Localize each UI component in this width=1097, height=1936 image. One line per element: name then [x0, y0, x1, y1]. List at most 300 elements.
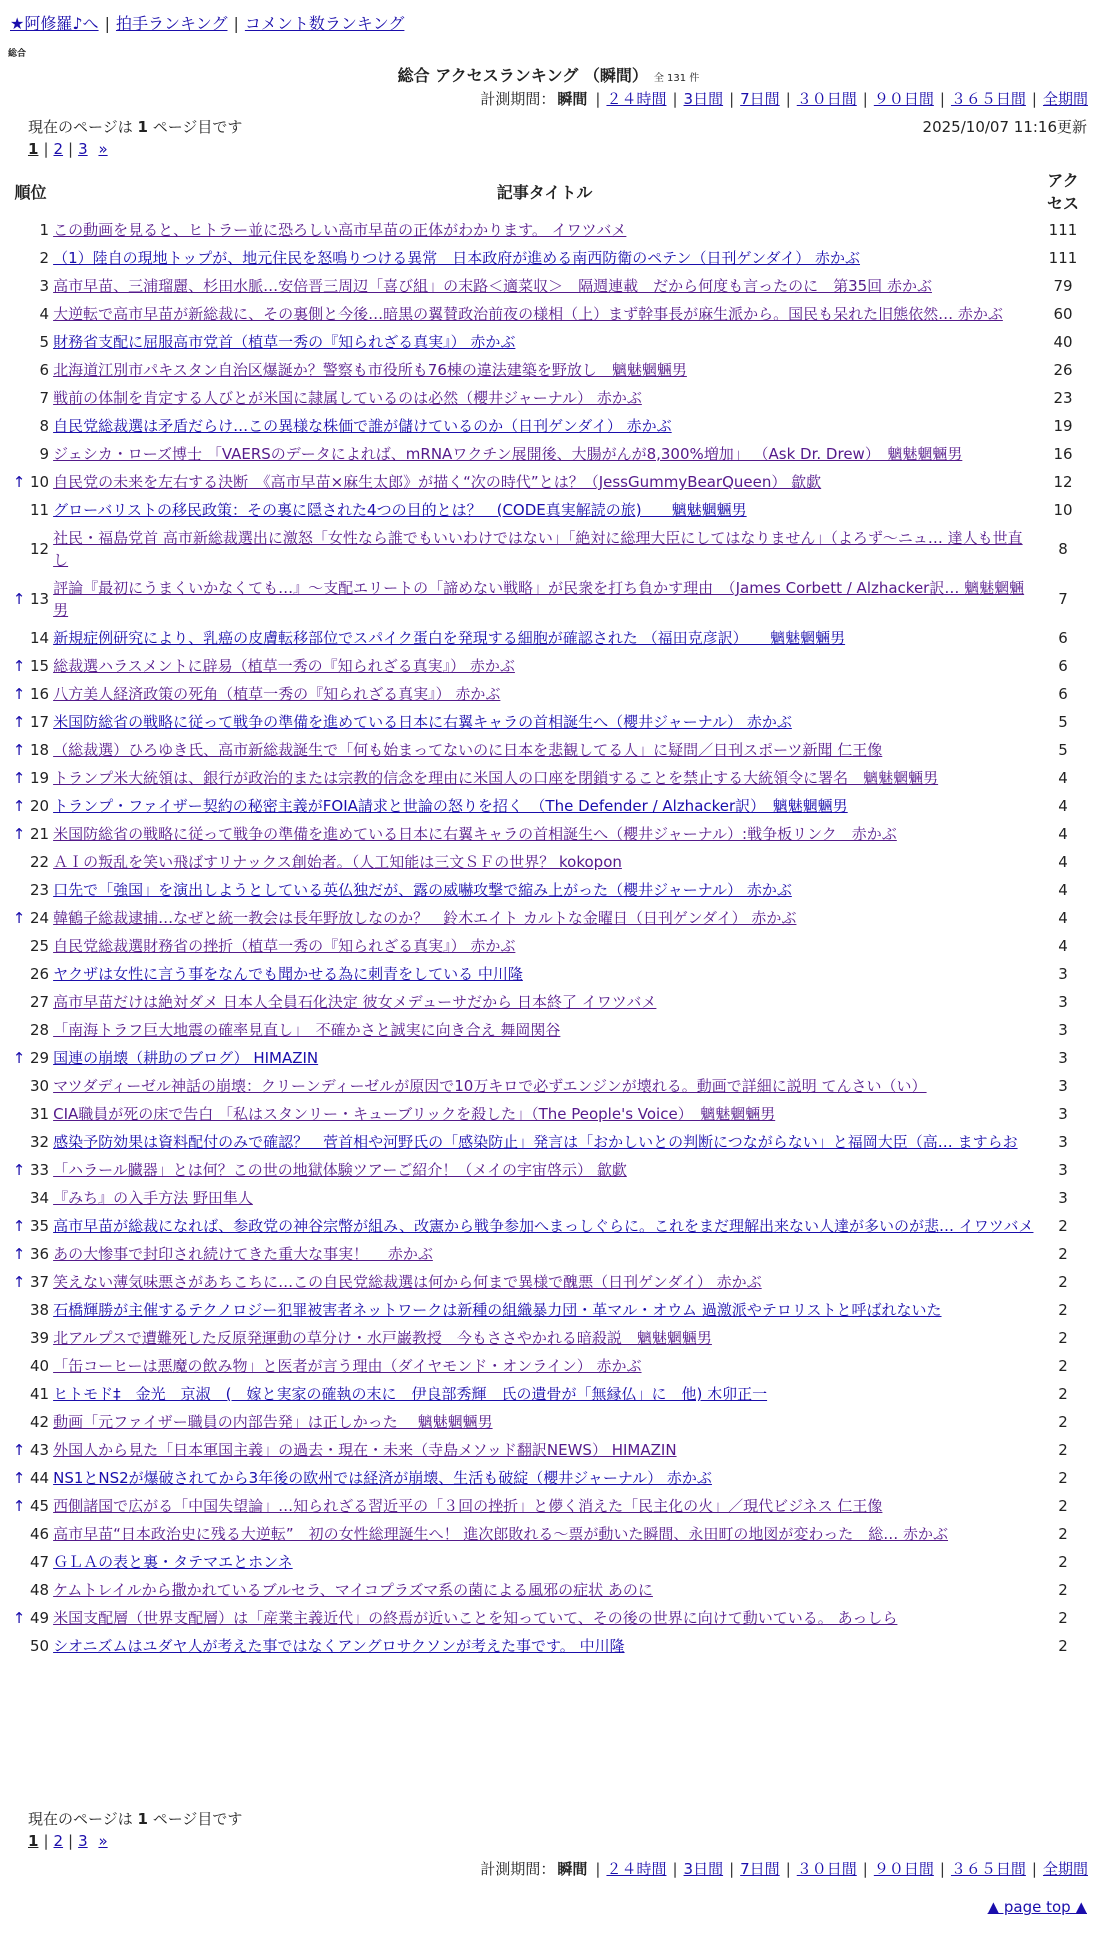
access-count: 40 [1053, 333, 1073, 351]
table-row [10, 1212, 1088, 1240]
access-count: 2 [1058, 1441, 1068, 1459]
access-count: 8 [1058, 540, 1068, 558]
article-link[interactable]: この動画を見ると、ヒトラー並に恐ろしい高市早苗の正体がわかります。 イワツバメ [53, 221, 627, 239]
table-row [10, 1016, 1088, 1044]
period-link-all[interactable]: 全期間 [1042, 1860, 1088, 1878]
rank-number: 2 [39, 249, 50, 267]
title-cell [51, 1016, 1038, 1044]
table-row [10, 1352, 1088, 1380]
page-info-num: 1 [137, 1810, 148, 1828]
access-count: 4 [1058, 797, 1068, 815]
article-link[interactable]: 自民党総裁選は矛盾だらけ…この異様な株価で誰が儲けているのか（日刊ゲンダイ） 赤かぶ [53, 417, 672, 435]
table-row [10, 384, 1088, 412]
article-link[interactable]: 米国支配層（世界支配層）は「産業主義近代」の終焉が近いことを知っていて、その後の世界に向けて動いている。 あっしら [53, 1609, 898, 1627]
access-count: 2 [1058, 1637, 1068, 1655]
access-count: 5 [1058, 741, 1068, 759]
rank-number: 37 [30, 1273, 50, 1291]
article-link[interactable]: 戦前の体制を肯定する人びとが米国に隷属しているのは必然（櫻井ジャーナル） 赤かぶ [53, 389, 642, 407]
pager-bottom: 1 | 2 | 3 » [28, 1832, 108, 1850]
rank-number: 26 [30, 965, 50, 983]
rank-up-icon: ↑ [12, 1273, 26, 1291]
table-row [10, 624, 1088, 652]
comment-ranking-link[interactable]: コメント数ランキング [244, 14, 405, 33]
rank-up-icon [10, 384, 28, 412]
rank-up-icon: ↑ [12, 657, 26, 675]
title-cell [51, 1380, 1038, 1408]
separator: | [233, 14, 239, 33]
title-cell [51, 652, 1038, 680]
article-link[interactable]: ヒトモド‡ 金光 京淑 ( 嫁と実家の確執の末に 伊良部秀輝 氏の遺骨が「無縁仏」に 他) 木卯正一 [53, 1385, 768, 1403]
article-link[interactable]: 自民党総裁選財務省の挫折（植草一秀の『知られざる真実』） 赤かぶ [53, 937, 516, 955]
access-count: 2 [1058, 1553, 1068, 1571]
title-cell [51, 1408, 1038, 1436]
clap-ranking-link[interactable]: 拍手ランキング [115, 14, 228, 33]
title-cell [51, 904, 1038, 932]
period-link-7d[interactable]: 7日間 [740, 1860, 780, 1878]
rank-up-icon [10, 328, 28, 356]
rank-number: 13 [30, 590, 50, 608]
title-cell [51, 1184, 1038, 1212]
access-count: 60 [1053, 305, 1073, 323]
rank-number: 47 [30, 1553, 50, 1571]
title-cell [51, 216, 1038, 244]
rank-up-icon [10, 624, 28, 652]
rank-up-icon: ↑ [12, 825, 26, 843]
rank-number: 16 [30, 685, 50, 703]
rank-number: 38 [30, 1301, 50, 1319]
rank-number: 9 [39, 445, 50, 463]
period-link-3d[interactable]: 3日間 [683, 1860, 724, 1878]
period-label: 計測期間： [480, 90, 556, 108]
table-row [10, 1576, 1088, 1604]
table-row [10, 932, 1088, 960]
table-row [10, 1324, 1088, 1352]
article-link[interactable]: 国連の崩壊（耕助のブログ） HIMAZIN [53, 1049, 319, 1067]
table-row [10, 328, 1088, 356]
period-current: 瞬間 [557, 1860, 588, 1878]
total-count: 全 131 件 [653, 73, 700, 84]
access-count: 2 [1058, 1385, 1068, 1403]
article-link[interactable]: マツダディーゼル神話の崩壊：クリーンディーゼルが原因で10万キロで必ずエンジンが壊れる。動画で詳細に説明 てんさい（い） [53, 1077, 927, 1095]
article-link[interactable]: 口先で「強国」を演出しようとしている英仏独だが、露の威嚇攻撃で縮み上がった（櫻井ジャーナル） 赤かぶ [53, 881, 792, 899]
table-row [10, 1548, 1088, 1576]
article-link[interactable]: 「ハラール臓器」とは何？この世の地獄体験ツアーご紹介！（メイの宇宙啓示） 歙歔 [53, 1161, 627, 1179]
rank-up-icon [10, 988, 28, 1016]
access-count: 2 [1058, 1217, 1068, 1235]
title-cell [51, 300, 1038, 328]
period-link-7d[interactable]: 7日間 [740, 90, 780, 108]
rank-up-icon [10, 1408, 28, 1436]
table-row [10, 988, 1088, 1016]
rank-up-icon [10, 1576, 28, 1604]
title-cell [51, 1100, 1038, 1128]
article-link[interactable]: トランプ米大統領は、銀行が政治的または宗教的信念を理由に米国人の口座を閉鎖することを禁止する大統領令に署名 魑魅魍魎男 [53, 769, 939, 787]
article-link[interactable]: 韓鶴子総裁逮捕…なぜと統一教会は長年野放しなのか？ 鈴木エイト カルトな金曜日（日刊ゲンダイ） 赤かぶ [53, 909, 797, 927]
article-link[interactable]: 高市早苗だけは絶対ダメ 日本人全員石化決定 彼女メデューサだから 日本終了 イワツバメ [53, 993, 657, 1011]
access-count: 4 [1058, 769, 1068, 787]
period-nav-top: 計測期間： 瞬間 | ２４時間 | 3日間 | 7日間 | ３０日間 | ９０日間 | ３６５日間 | 全期間 [480, 90, 1088, 108]
access-count: 16 [1053, 445, 1073, 463]
period-link-30d[interactable]: ３０日間 [796, 90, 857, 108]
title-cell [51, 1072, 1038, 1100]
access-count: 6 [1058, 629, 1068, 647]
table-row [10, 1464, 1088, 1492]
article-link[interactable]: 『みち』の入手方法 野田隼人 [53, 1189, 253, 1207]
access-count: 2 [1058, 1581, 1068, 1599]
top-nav [10, 11, 404, 34]
table-row [10, 1604, 1088, 1632]
pager-next[interactable]: » [98, 1832, 108, 1850]
article-link[interactable]: ＧＬＡの表と裏・タテマエとホンネ [53, 1553, 293, 1571]
article-link[interactable]: グローバリストの移民政策：その裏に隠された4つの目的とは？ (CODE真実解読の旅) 魑魅魍魎男 [53, 501, 747, 519]
table-row [10, 652, 1088, 680]
pager-top: 1 | 2 | 3 » [28, 140, 108, 158]
rank-up-icon: ↑ [12, 1441, 26, 1459]
period-link-365d[interactable]: ３６５日間 [950, 90, 1026, 108]
table-row [10, 574, 1088, 624]
access-header: アクセス [1046, 171, 1079, 213]
access-count: 6 [1058, 657, 1068, 675]
rank-up-icon [10, 1296, 28, 1324]
access-count: 111 [1048, 221, 1078, 239]
rank-number: 30 [30, 1077, 50, 1095]
title-cell [51, 1324, 1038, 1352]
table-row [10, 300, 1088, 328]
access-count: 2 [1058, 1273, 1068, 1291]
rank-number: 40 [30, 1357, 50, 1375]
article-link[interactable]: 社民・福島党首 高市新総裁選出に激怒「女性なら誰でもいいわけではない」「絶対に総理大臣にしてはなりません」（よろず〜ニュ… 達人も世直し [53, 529, 1023, 569]
title-cell [51, 848, 1038, 876]
rank-number: 14 [30, 629, 50, 647]
access-count: 19 [1053, 417, 1073, 435]
rank-number: 32 [30, 1133, 50, 1151]
article-link[interactable]: 動画「元ファイザー職員の内部告発」は正しかった 魑魅魍魎男 [53, 1413, 493, 1431]
table-row [10, 1184, 1088, 1212]
table-row [10, 820, 1088, 848]
rank-up-icon [10, 1324, 28, 1352]
title-cell [51, 1632, 1038, 1660]
article-link[interactable]: 米国防総省の戦略に従って戦争の準備を進めている日本に右翼キャラの首相誕生へ（櫻井ジャーナル）:戦争板リンク 赤かぶ [53, 825, 897, 843]
rank-up-icon [10, 1632, 28, 1660]
table-row [10, 960, 1088, 988]
page-info-prefix: 現在のページは [28, 118, 133, 136]
table-row [10, 708, 1088, 736]
access-count: 79 [1053, 277, 1073, 295]
rank-up-icon [10, 244, 28, 272]
access-count: 3 [1058, 1133, 1068, 1151]
table-header-row [10, 166, 1088, 216]
rank-number: 3 [39, 277, 50, 295]
rank-up-icon: ↑ [12, 1469, 26, 1487]
article-link[interactable]: 高市早苗、三浦瑠麗、杉田水脈…安倍晋三周辺「喜び組」の末路＜適菜収＞ 隔週連載 だから何度も言ったのに 第35回 赤かぶ [53, 277, 932, 295]
article-link[interactable]: あの大惨事で封印され続けてきた重大な事実！ 赤かぶ [53, 1245, 433, 1263]
article-link[interactable]: 北海道江別市パキスタン自治区爆誕か？警察も市役所も76棟の違法建築を野放し 魑魅魍魎男 [53, 361, 687, 379]
rank-number: 41 [30, 1385, 50, 1403]
rank-up-icon [10, 412, 28, 440]
rank-number: 10 [30, 473, 50, 491]
title-cell [51, 468, 1038, 496]
table-row [10, 1100, 1088, 1128]
access-count: 6 [1058, 685, 1068, 703]
access-count: 10 [1053, 501, 1073, 519]
period-link-24h[interactable]: ２４時間 [606, 90, 667, 108]
rank-up-icon: ↑ [12, 1609, 26, 1627]
rank-number: 33 [30, 1161, 50, 1179]
article-link[interactable]: （1）陸自の現地トップが、地元住民を怒鳴りつける異常 日本政府が進める南西防衛のペテン（日刊ゲンダイ） 赤かぶ [53, 249, 861, 267]
title-cell [51, 960, 1038, 988]
article-link[interactable]: ヤクザは女性に言う事をなんでも聞かせる為に刺青をしている 中川隆 [53, 965, 523, 983]
title-cell [51, 876, 1038, 904]
table-row [10, 440, 1088, 468]
access-count: 111 [1048, 249, 1078, 267]
access-count: 4 [1058, 909, 1068, 927]
rank-number: 23 [30, 881, 50, 899]
rank-up-icon [10, 1184, 28, 1212]
page-info-top [28, 116, 242, 137]
table-row [10, 848, 1088, 876]
table-row [10, 1240, 1088, 1268]
period-link-3d[interactable]: 3日間 [683, 90, 724, 108]
title-cell [51, 1128, 1038, 1156]
access-count: 4 [1058, 937, 1068, 955]
table-row [10, 1128, 1088, 1156]
rank-up-icon [10, 1072, 28, 1100]
title-cell [51, 1576, 1038, 1604]
title-cell [51, 244, 1038, 272]
access-count: 2 [1058, 1329, 1068, 1347]
page-info-suffix: ページ目です [152, 118, 243, 136]
access-count: 2 [1058, 1413, 1068, 1431]
title-cell [51, 624, 1038, 652]
article-link[interactable]: 笑えない薄気味悪さがあちこちに…この自民党総裁選は何から何まで異様で醜悪（日刊ゲンダイ） 赤かぶ [53, 1273, 762, 1291]
title-cell [51, 1212, 1038, 1240]
article-link[interactable]: 西側諸国で広がる「中国失望論」…知られざる習近平の「３回の挫折」と儚く消えた「民主化の火」／現代ビジネス 仁王像 [53, 1497, 883, 1515]
rank-number: 39 [30, 1329, 50, 1347]
title-cell [51, 988, 1038, 1016]
rank-number: 49 [30, 1609, 50, 1627]
access-count: 2 [1058, 1497, 1068, 1515]
table-row [10, 876, 1088, 904]
article-link[interactable]: 「缶コーヒーは悪魔の飲み物」と医者が言う理由（ダイヤモンド・オンライン） 赤かぶ [53, 1357, 642, 1375]
rank-up-icon: ↑ [12, 909, 26, 927]
ranking-table [10, 166, 1088, 1660]
period-link-24h[interactable]: ２４時間 [606, 1860, 667, 1878]
rank-number: 4 [39, 305, 50, 323]
rank-number: 17 [30, 713, 50, 731]
article-link[interactable]: 新規症例研究により、乳癌の皮膚転移部位でスパイク蛋白を発現する細胞が確認された （福田克彦訳） 魑魅魍魎男 [53, 629, 846, 647]
period-label: 計測期間： [480, 1860, 556, 1878]
table-row [10, 1380, 1088, 1408]
article-link[interactable]: NS1とNS2が爆破されてから3年後の欧州では経済が崩壊、生活も破綻（櫻井ジャーナル） 赤かぶ [53, 1469, 712, 1487]
article-link[interactable]: ケムトレイルから撒かれているブルセラ、マイコプラズマ系の菌による風邪の症状 あのに [53, 1581, 653, 1599]
separator: | [104, 14, 110, 33]
access-count: 12 [1053, 473, 1073, 491]
table-row [10, 216, 1088, 244]
table-row [10, 1072, 1088, 1100]
rank-up-icon: ↑ [12, 473, 26, 491]
rank-up-icon [10, 1352, 28, 1380]
page-info-bottom [28, 1808, 242, 1829]
rank-up-icon: ↑ [12, 1161, 26, 1179]
article-link[interactable]: 外国人から見た「日本軍国主義」の過去・現在・未来（寺島メソッド翻訳NEWS） HIMAZIN [53, 1441, 677, 1459]
pager-current: 1 [28, 140, 39, 158]
rank-number: 22 [30, 853, 50, 871]
article-link[interactable]: 財務省支配に屈服高市党首（植草一秀の『知られざる真実』） 赤かぶ [53, 333, 516, 351]
table-row [10, 524, 1088, 574]
table-row [10, 356, 1088, 384]
title-cell [51, 932, 1038, 960]
article-link[interactable]: 総裁選ハラスメントに辟易（植草一秀の『知られざる真実』） 赤かぶ [53, 657, 515, 675]
rank-up-icon [10, 1380, 28, 1408]
pager-next[interactable]: » [98, 140, 108, 158]
title-cell [51, 1548, 1038, 1576]
rank-number: 27 [30, 993, 50, 1011]
pager-link-2[interactable]: 2 [53, 140, 64, 158]
rank-number: 46 [30, 1525, 50, 1543]
access-count: 4 [1058, 853, 1068, 871]
rank-up-icon: ↑ [12, 590, 26, 608]
access-count: 2 [1058, 1525, 1068, 1543]
article-link[interactable]: シオニズムはユダヤ人が考えた事ではなくアングロサクソンが考えた事です。 中川隆 [53, 1637, 625, 1655]
article-link[interactable]: ジェシカ・ローズ博士 「VAERSのデータによれば、mRNAワクチン展開後、大腸がんが8,300%増加」 （Ask Dr. Drew） 魑魅魍魎男 [53, 445, 963, 463]
title-cell [51, 820, 1038, 848]
rank-number: 21 [30, 825, 50, 843]
rank-up-icon: ↑ [12, 685, 26, 703]
article-link[interactable]: 八方美人経済政策の死角（植草一秀の『知られざる真実』） 赤かぶ [53, 685, 501, 703]
table-row [10, 764, 1088, 792]
page-title [0, 63, 1097, 86]
access-count: 3 [1058, 1077, 1068, 1095]
rank-up-icon [10, 960, 28, 988]
title-cell [51, 1464, 1038, 1492]
rank-number: 15 [30, 657, 50, 675]
article-link[interactable]: 自民党の未来を左右する決断 《高市早苗×麻生太郎》が描く“次の時代”とは？（JessGummyBearQueen） 歙歔 [53, 473, 822, 491]
period-link-365d[interactable]: ３６５日間 [950, 1860, 1026, 1878]
pager-current: 1 [28, 1832, 39, 1850]
article-link[interactable]: 石橋輝勝が主催するテクノロジー犯罪被害者ネットワークは新種の組織暴力団・革マル・オウム 過激派やテロリストと呼ばれないた [53, 1301, 942, 1319]
rank-up-icon: ↑ [12, 1049, 26, 1067]
access-count: 2 [1058, 1245, 1068, 1263]
title-cell [51, 1240, 1038, 1268]
access-count: 26 [1053, 361, 1073, 379]
article-link[interactable]: 高市早苗“日本政治史に残る大逆転” 初の女性総理誕生へ！ 進次郎敗れる〜票が動いた瞬間、永田町の地図が変わった 総… 赤かぶ [53, 1525, 949, 1543]
article-link[interactable]: 感染予防効果は資料配付のみで確認？ 菅首相や河野氏の「感染防止」発言は「おかしいとの判断につながらない」と福岡大臣（高… ますらお [53, 1133, 1018, 1151]
article-link[interactable]: （総裁選）ひろゆき氏、高市新総裁誕生で「何も始まってないのに日本を悲観してる人」に疑問／日刊スポーツ新聞 仁王像 [53, 741, 883, 759]
article-link[interactable]: ＡＩの叛乱を笑い飛ばすリナックス創始者。（人工知能は三文ＳＦの世界？ kokopon [53, 853, 622, 871]
home-link[interactable]: ★阿修羅♪へ [10, 14, 99, 33]
article-link[interactable]: トランプ・ファイザー契約の秘密主義がFOIA請求と世論の怒りを招く （The Defender / Alzhacker訳） 魑魅魍魎男 [53, 797, 848, 815]
pager-link-3[interactable]: 3 [78, 1832, 88, 1850]
title-cell [51, 1156, 1038, 1184]
table-row [10, 1268, 1088, 1296]
title-cell [51, 524, 1038, 574]
rank-number: 24 [30, 909, 50, 927]
rank-number: 11 [30, 501, 50, 519]
rank-number: 35 [30, 1217, 50, 1235]
rank-number: 8 [39, 417, 50, 435]
rank-up-icon [10, 496, 28, 524]
period-link-90d[interactable]: ９０日間 [873, 1860, 934, 1878]
rank-up-icon: ↑ [12, 797, 26, 815]
table-row [10, 496, 1088, 524]
updated-timestamp: 2025/10/07 11:16更新 [922, 118, 1087, 136]
rank-up-icon [10, 524, 28, 574]
period-link-all[interactable]: 全期間 [1042, 90, 1088, 108]
rank-up-icon: ↑ [12, 1497, 26, 1515]
title-cell [51, 1604, 1038, 1632]
ranking-title: 総合 アクセスランキング （瞬間） [397, 66, 648, 85]
access-count: 2 [1058, 1357, 1068, 1375]
rank-up-icon [10, 356, 28, 384]
access-count: 2 [1058, 1609, 1068, 1627]
access-count: 3 [1058, 1161, 1068, 1179]
rank-up-icon: ↑ [12, 713, 26, 731]
access-count: 4 [1058, 825, 1068, 843]
rank-up-icon [10, 876, 28, 904]
article-link[interactable]: 「南海トラフ巨大地震の確率見直し」 不確かさと誠実に向き合え 舞岡関谷 [53, 1021, 561, 1039]
access-count: 3 [1058, 1049, 1068, 1067]
title-cell [51, 1436, 1038, 1464]
rank-number: 20 [30, 797, 50, 815]
access-count: 3 [1058, 965, 1068, 983]
rank-up-icon [10, 300, 28, 328]
pager-link-2[interactable]: 2 [53, 1832, 64, 1850]
article-link[interactable]: 評論『最初にうまくいかなくても…』〜支配エリートの「諦めない戦略」が民衆を打ち負かす理由 （James Corbett / Alzhacker訳… 魑魅魍魎男 [53, 579, 1025, 619]
access-count: 2 [1058, 1301, 1068, 1319]
rank-number: 18 [30, 741, 50, 759]
rank-up-icon [10, 1100, 28, 1128]
table-row [10, 1436, 1088, 1464]
title-cell [51, 792, 1038, 820]
title-cell [51, 736, 1038, 764]
rank-number: 42 [30, 1413, 50, 1431]
rank-number: 43 [30, 1441, 50, 1459]
table-row [10, 244, 1088, 272]
rank-up-icon: ↑ [12, 769, 26, 787]
rank-number: 1 [39, 221, 50, 239]
rank-number: 28 [30, 1021, 50, 1039]
page-top-link[interactable]: ▲ page top ▲ [987, 1898, 1087, 1916]
rank-up-icon [10, 1520, 28, 1548]
table-row [10, 1408, 1088, 1436]
table-row [10, 680, 1088, 708]
rank-number: 34 [30, 1189, 50, 1207]
article-link[interactable]: 高市早苗が総裁になれば、参政党の神谷宗幣が組み、改憲から戦争参加へまっしぐらに。これをまだ理解出来ない人達が多いのが悲… イワツバメ [53, 1217, 1034, 1235]
table-row [10, 1632, 1088, 1660]
rank-up-icon [10, 1548, 28, 1576]
article-link[interactable]: 大逆転で高市早苗が新総裁に、その裏側と今後…暗黒の翼賛政治前夜の様相（上）まず幹事長が麻生派から。国民も呆れた旧態依然… 赤かぶ [53, 305, 1003, 323]
title-cell [51, 1296, 1038, 1324]
rank-number: 45 [30, 1497, 50, 1515]
access-count: 3 [1058, 993, 1068, 1011]
access-count: 23 [1053, 389, 1073, 407]
access-count: 3 [1058, 1105, 1068, 1123]
access-count: 2 [1058, 1469, 1068, 1487]
article-link[interactable]: 米国防総省の戦略に従って戦争の準備を進めている日本に右翼キャラの首相誕生へ（櫻井ジャーナル） 赤かぶ [53, 713, 792, 731]
rank-number: 19 [30, 769, 50, 787]
period-link-30d[interactable]: ３０日間 [796, 1860, 857, 1878]
rank-up-icon [10, 272, 28, 300]
title-cell [51, 1352, 1038, 1380]
pager-link-3[interactable]: 3 [78, 140, 88, 158]
rank-number: 7 [39, 389, 50, 407]
period-link-90d[interactable]: ９０日間 [873, 90, 934, 108]
article-link[interactable]: CIA職員が死の床で告白 「私はスタンリー・キューブリックを殺した」（The People's Voice） 魑魅魍魎男 [53, 1105, 776, 1123]
rank-header: 順位 [14, 182, 47, 202]
table-row [10, 904, 1088, 932]
article-link[interactable]: 北アルプスで遭難死した反原発運動の草分け・水戸巌教授 今もささやかれる暗殺説 魑魅魍魎男 [53, 1329, 712, 1347]
title-header: 記事タイトル [496, 182, 593, 202]
